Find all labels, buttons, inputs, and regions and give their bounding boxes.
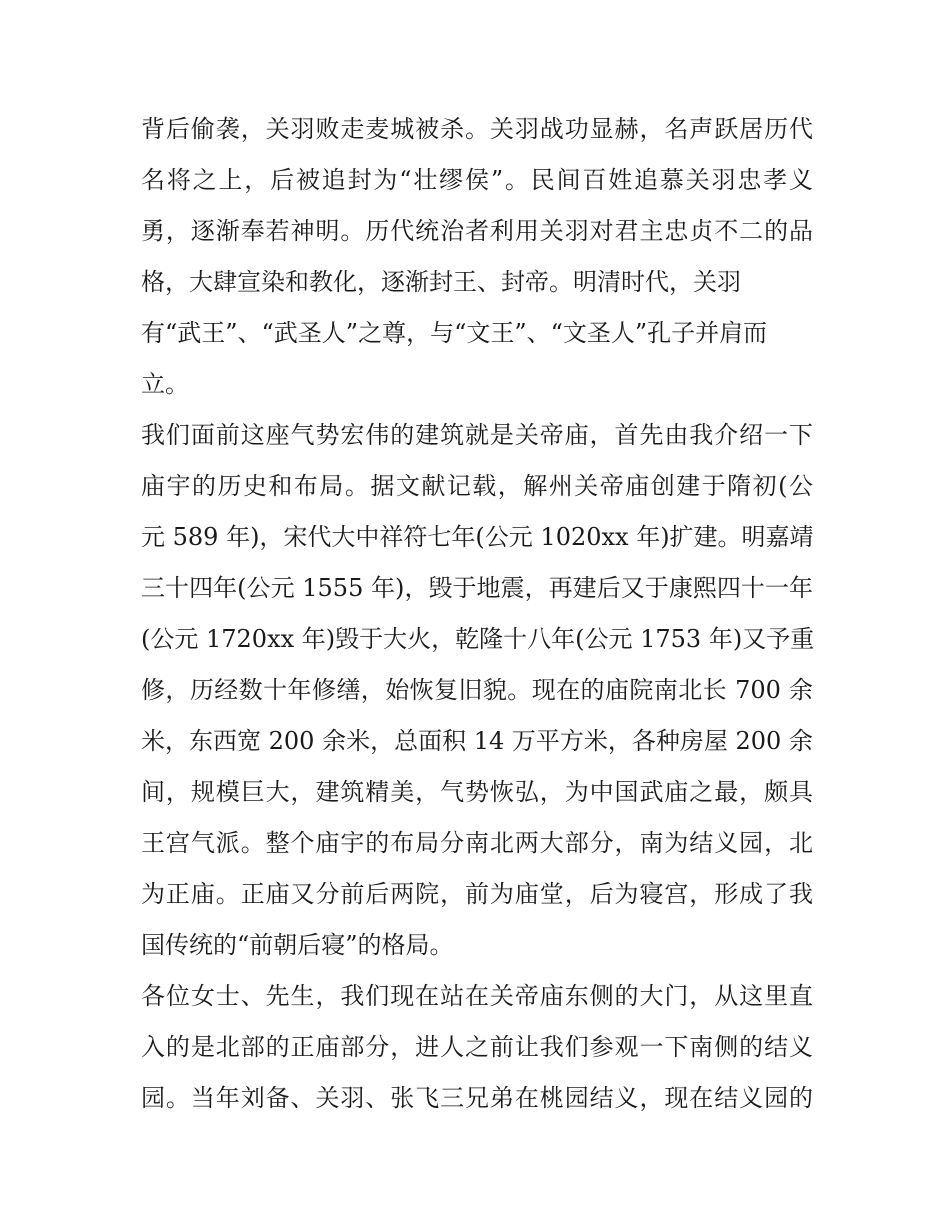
text-line: 修，历经数十年修缮，始恢复旧貌。现在的庙院南北长 700 余 [141, 676, 813, 704]
text-line: 我们面前这座气势宏伟的建筑就是关帝庙，首先由我介绍一下 [141, 421, 813, 449]
text-line: 王宫气派。整个庙宇的布局分南北两大部分，南为结义园，北 [141, 829, 813, 857]
text-line: 各位女士、先生，我们现在站在关帝庙东侧的大门，从这里直 [141, 982, 813, 1010]
paragraph-temple-history [141, 410, 813, 971]
text-line: 庙宇的历史和布局。据文献记载，解州关帝庙创建于隋初(公 [141, 472, 813, 500]
paragraph-guan-yu-legacy [141, 104, 813, 410]
text-line: 格，大肆宣染和教化，逐渐封王、封帝。明清时代，关羽 [141, 268, 741, 296]
text-line: 国传统的“前朝后寝”的格局。 [141, 931, 454, 959]
text-line: 间，规模巨大，建筑精美，气势恢弘，为中国武庙之最，颇具 [141, 778, 813, 806]
text-line: 背后偷袭，关羽败走麦城被杀。关羽战功显赫，名声跃居历代 [141, 115, 813, 143]
text-line: 立。 [141, 370, 189, 398]
text-line: 入的是北部的正庙部分，进人之前让我们参观一下南侧的结义 [141, 1033, 813, 1061]
text-line: 勇，逐渐奉若神明。历代统治者利用关羽对君主忠贞不二的品 [141, 217, 813, 245]
text-line: 为正庙。正庙又分前后两院，前为庙堂，后为寝宫，形成了我 [141, 880, 813, 908]
text-line: 元 589 年)，宋代大中祥符七年(公元 1020xx 年)扩建。明嘉靖 [141, 523, 814, 551]
text-line: 有“武王”、“武圣人”之尊，与“文王”、“文圣人”孔子并肩而 [141, 319, 768, 347]
text-line: 名将之上，后被追封为“壮缪侯”。民间百姓追慕关羽忠孝义 [141, 166, 813, 194]
text-line: 米，东西宽 200 余米，总面积 14 万平方米，各种房屋 200 余 [141, 727, 813, 755]
paragraph-east-gate [141, 971, 813, 1124]
text-line: 园。当年刘备、关羽、张飞三兄弟在桃园结义，现在结义园的 [141, 1084, 813, 1112]
text-line: (公元 1720xx 年)毁于大火，乾隆十八年(公元 1753 年)又予重 [141, 625, 815, 653]
body-text [141, 104, 813, 1124]
text-line: 三十四年(公元 1555 年)，毁于地震，再建后又于康熙四十一年 [141, 574, 813, 602]
